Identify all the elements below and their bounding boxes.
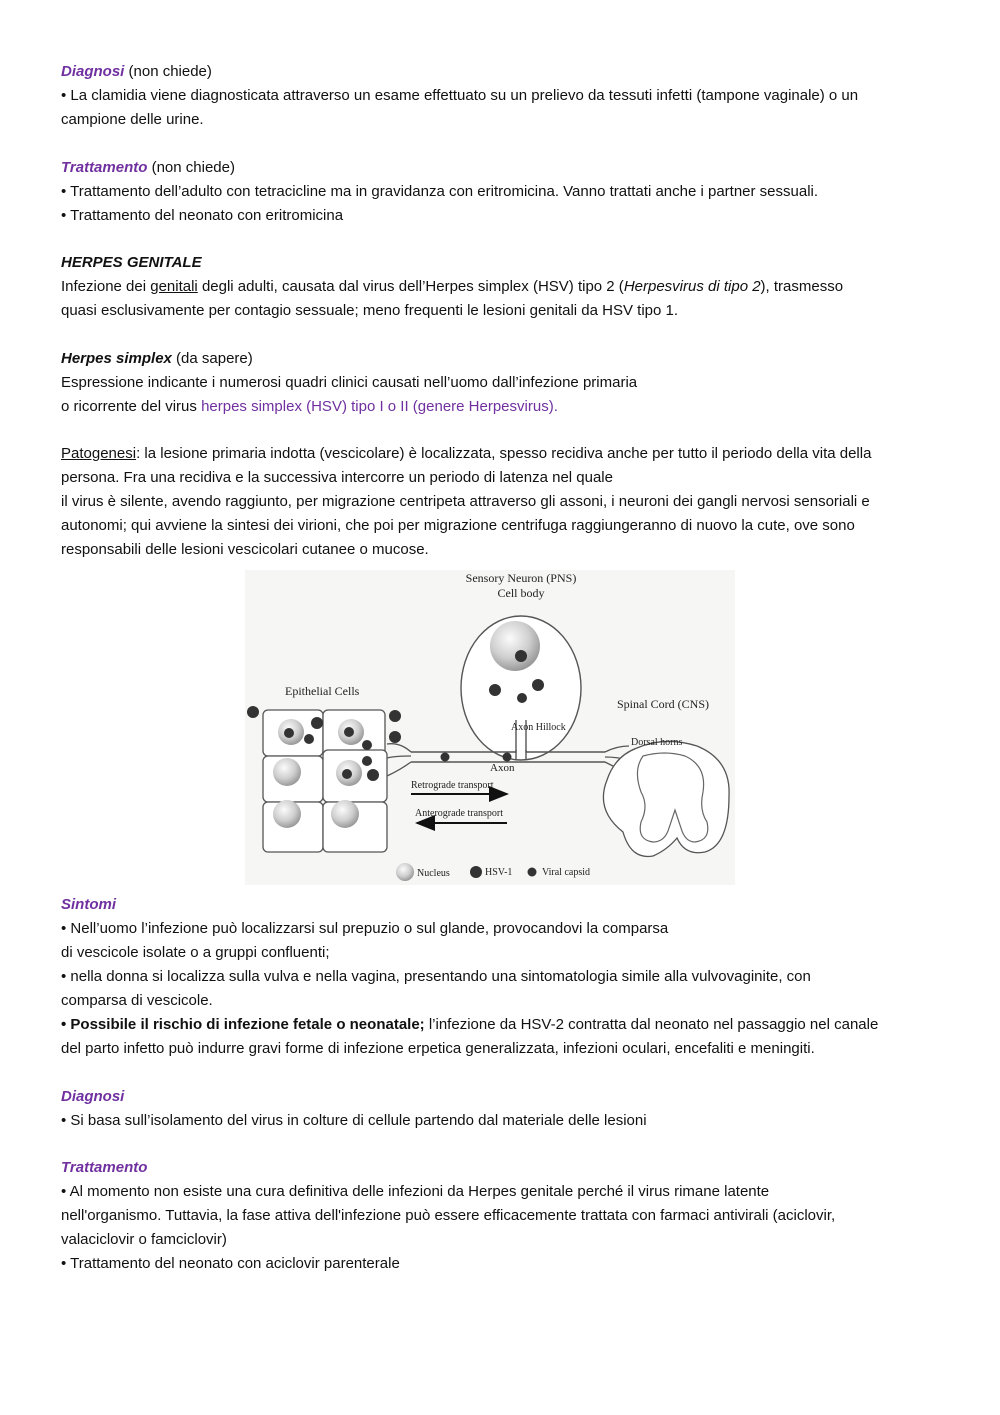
herpes-intro-genitali: genitali (150, 278, 198, 295)
herpes-simplex-note: (da sapere) (171, 349, 253, 367)
label-dorsal-horns: Dorsal horns (631, 737, 683, 748)
hsv-particle (515, 650, 527, 662)
label-cell-body: Cell body (497, 586, 545, 600)
herpes-simplex-line2-text: o ricorrente del virus (61, 397, 202, 415)
chlamydia-trattamento-heading-line (61, 156, 941, 180)
herpes-trattamento-line3: valaciclovir o famciclovir) (61, 1231, 227, 1248)
chlamydia-trattamento-note: (non chiede) (147, 158, 235, 176)
herpes-trattamento-heading: Trattamento (61, 1159, 148, 1176)
neuron-nucleus (490, 621, 540, 671)
sintomi-line5 (61, 1013, 941, 1037)
herpes-intro-species: Herpesvirus di tipo 2 (623, 278, 761, 295)
herpes-diagnosi-heading: Diagnosi (61, 1087, 125, 1105)
patogenesi-line1-text: : la lesione primaria indotta (vescicolare) è localizzata, spesso recidiva anche per tutto il periodo della vita della (136, 445, 872, 462)
epithelial-cells-group (247, 706, 401, 852)
label-axon: Axon (490, 762, 515, 774)
legend-hsv-label: HSV-1 (485, 867, 513, 878)
viral-capsid (441, 753, 450, 762)
label-sensory-neuron: Sensory Neuron (PNS) (465, 571, 577, 585)
herpes-simplex-line2 (61, 395, 941, 419)
patogenesi-line4: autonomi; qui avviene la sintesi dei virioni, che poi per migrazione centrifuga raggiungeranno di nuovo la cute, ove sono (61, 517, 855, 534)
hsv-transport-diagram (245, 570, 735, 885)
hsv-particle (532, 679, 544, 691)
herpes-simplex-heading-line (61, 347, 941, 371)
herpes-simplex-virus-link: herpes simplex (HSV) tipo I o II (genere Herpesvirus). (201, 397, 558, 415)
legend-capsid-swatch (528, 868, 537, 877)
hsv-particle (489, 684, 501, 696)
herpes-trattamento-line2: nell'organismo. Tuttavia, la fase attiva dell'infezione può essere efficacemente trattata con farmaci antivirali (aciclovir, (61, 1207, 836, 1224)
sintomi-line2: di vescicole isolate o a gruppi confluenti; (61, 944, 330, 961)
label-anterograde: Anterograde transport (415, 808, 504, 819)
legend-nucleus-swatch (396, 863, 414, 881)
sintomi-line3: • nella donna si localizza sulla vulva e nella vagina, presentando una sintomatologia simile alla vulvovaginite, con (61, 968, 811, 985)
viral-capsid (503, 753, 512, 762)
herpes-trattamento-line1: • Al momento non esiste una cura definitiva delle infezioni da Herpes genitale perché il virus rimane latente (61, 1183, 770, 1200)
sintomi-line5-bold: • Possibile il rischio di infezione fetale o neonatale; (61, 1016, 425, 1033)
label-epithelial-cells: Epithelial Cells (285, 684, 360, 698)
patogenesi-line1 (61, 442, 941, 466)
patogenesi-line5: responsabili delle lesioni vescicolari cutanee o mucose. (61, 541, 429, 558)
label-retrograde: Retrograde transport (411, 780, 494, 791)
hsv-diagram-svg (245, 570, 735, 885)
patogenesi-line2: persona. Fra una recidiva e la successiva intercorre un periodo di latenza nel quale (61, 469, 613, 486)
sintomi-line1: • Nell’uomo l’infezione può localizzarsi sul prepuzio o sul glande, provocandovi la comparsa (61, 920, 669, 937)
chlamydia-diagnosi-heading-line (61, 60, 941, 84)
herpes-simplex-line1: Espressione indicante i numerosi quadri clinici causati nell’uomo dall’infezione primaria (61, 373, 638, 391)
chlamydia-trattamento-line1: • Trattamento dell’adulto con tetracicline ma in gravidanza con eritromicina. Vanno trattati anche i partner sessuali. (61, 182, 819, 200)
sintomi-line4: comparsa di vescicole. (61, 992, 213, 1009)
chlamydia-diagnosi-note: (non chiede) (124, 63, 212, 80)
herpes-title: HERPES GENITALE (61, 254, 202, 271)
herpes-trattamento-line4: • Trattamento del neonato con aciclovir parenterale (61, 1255, 400, 1272)
herpes-diagnosi-line1: • Si basa sull’isolamento del virus in colture di cellule partendo dal materiale delle lesioni (61, 1111, 647, 1129)
label-spinal-cord: Spinal Cord (CNS) (617, 697, 710, 711)
sintomi-line5-text: l’infezione da HSV-2 contratta dal neonato nel passaggio nel canale (424, 1016, 879, 1033)
herpes-intro-text-e: ), trasmesso (760, 278, 844, 295)
patogenesi-line3: il virus è silente, avendo raggiunto, per migrazione centripeta attraverso gli assoni, i neuroni dei gangli nervosi sensoriali e (61, 493, 870, 510)
herpes-intro-text-a: Infezione dei (61, 278, 151, 295)
legend-capsid-label: Viral capsid (542, 867, 590, 878)
label-axon-hillock: Axon Hillock (511, 722, 566, 733)
chlamydia-trattamento-heading: Trattamento (61, 158, 148, 176)
document-page (61, 60, 941, 1276)
chlamydia-diagnosi-line2: campione delle urine. (61, 111, 204, 128)
legend-nucleus-label: Nucleus (417, 868, 450, 879)
chlamydia-diagnosi-line1: • La clamidia viene diagnosticata attraverso un esame effettuato su un prelievo da tessuti infetti (tampone vaginale) o un (61, 87, 859, 104)
sintomi-heading: Sintomi (61, 896, 116, 913)
legend-hsv-swatch (470, 866, 482, 878)
patogenesi-label: Patogenesi (61, 445, 137, 462)
herpes-simplex-heading: Herpes simplex (61, 349, 172, 367)
hsv-particle (517, 693, 527, 703)
chlamydia-trattamento-line2: • Trattamento del neonato con eritromicina (61, 206, 344, 224)
herpes-intro-line1 (61, 275, 941, 299)
herpes-intro-text-c: degli adulti, causata dal virus dell’Herpes simplex (HSV) tipo 2 ( (197, 278, 624, 295)
sintomi-line6: del parto infetto può indurre gravi forme di infezione erpetica generalizzata, infezioni oculari, encefaliti e meningiti. (61, 1040, 815, 1057)
herpes-intro-line2: quasi esclusivamente per contagio sessuale; meno frequenti le lesioni genitali da HSV tipo 1. (61, 302, 679, 319)
chlamydia-diagnosi-heading: Diagnosi (61, 63, 125, 80)
